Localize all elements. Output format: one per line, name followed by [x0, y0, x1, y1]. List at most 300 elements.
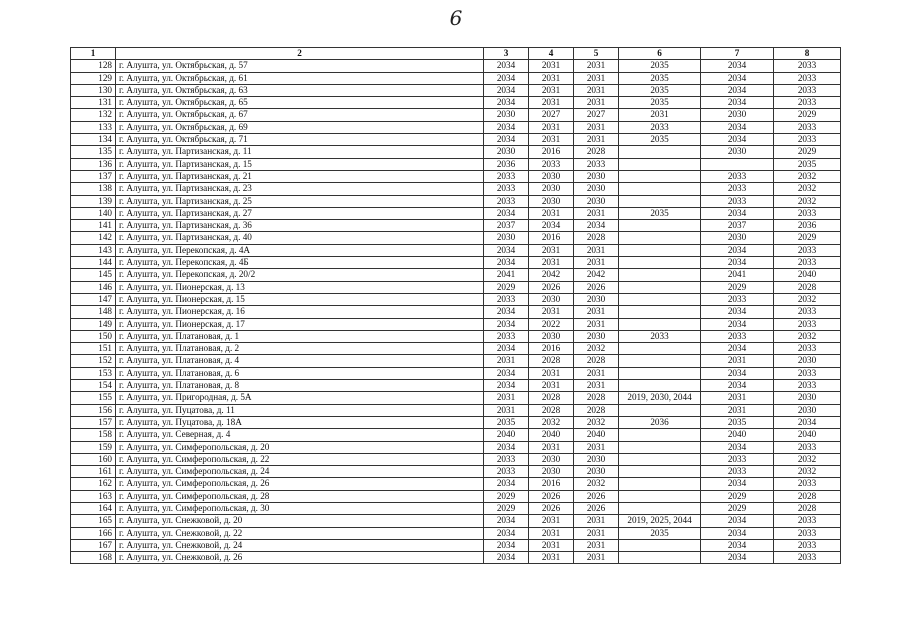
year-cell: 2032	[774, 453, 841, 465]
year-cell: 2033	[774, 478, 841, 490]
table-row	[71, 466, 841, 478]
year-cell: 2041	[701, 269, 774, 281]
table-row	[71, 84, 841, 96]
years-cell	[619, 552, 701, 564]
row-number-cell: 149	[71, 318, 116, 330]
row-number-cell: 158	[71, 429, 116, 441]
table-row	[71, 195, 841, 207]
year-cell: 2030	[574, 466, 619, 478]
year-cell: 2028	[774, 490, 841, 502]
year-cell: 2030	[574, 330, 619, 342]
years-cell	[619, 404, 701, 416]
row-number-cell: 167	[71, 539, 116, 551]
years-cell: 2035	[619, 72, 701, 84]
column-header: 7	[701, 48, 774, 60]
year-cell: 2031	[529, 121, 574, 133]
row-number-cell: 130	[71, 84, 116, 96]
years-cell	[619, 367, 701, 379]
table-row	[71, 207, 841, 219]
year-cell: 2029	[484, 281, 529, 293]
address-cell: г. Алушта, ул. Октябрьская, д. 61	[116, 72, 484, 84]
address-cell: г. Алушта, ул. Пионерская, д. 13	[116, 281, 484, 293]
year-cell: 2031	[529, 72, 574, 84]
row-number-cell: 168	[71, 552, 116, 564]
table-row	[71, 404, 841, 416]
year-cell: 2033	[574, 158, 619, 170]
year-cell: 2030	[774, 404, 841, 416]
address-cell: г. Алушта, ул. Октябрьская, д. 67	[116, 109, 484, 121]
year-cell: 2033	[701, 453, 774, 465]
years-cell	[619, 220, 701, 232]
year-cell: 2034	[484, 134, 529, 146]
year-cell: 2033	[774, 515, 841, 527]
year-cell: 2034	[701, 343, 774, 355]
table-row	[71, 355, 841, 367]
row-number-cell: 128	[71, 60, 116, 72]
years-cell	[619, 244, 701, 256]
year-cell: 2033	[484, 183, 529, 195]
year-cell: 2032	[774, 170, 841, 182]
year-cell: 2032	[774, 195, 841, 207]
year-cell: 2029	[701, 281, 774, 293]
years-cell: 2035	[619, 60, 701, 72]
row-number-cell: 135	[71, 146, 116, 158]
year-cell: 2040	[701, 429, 774, 441]
years-cell	[619, 490, 701, 502]
year-cell: 2031	[484, 404, 529, 416]
year-cell: 2033	[774, 121, 841, 133]
year-cell: 2030	[484, 109, 529, 121]
year-cell: 2029	[774, 109, 841, 121]
year-cell: 2030	[701, 109, 774, 121]
table-row	[71, 269, 841, 281]
year-cell: 2027	[529, 109, 574, 121]
row-number-cell: 143	[71, 244, 116, 256]
year-cell: 2033	[774, 306, 841, 318]
address-cell: г. Алушта, ул. Платановая, д. 1	[116, 330, 484, 342]
years-cell	[619, 170, 701, 182]
row-number-cell: 147	[71, 293, 116, 305]
years-cell	[619, 195, 701, 207]
year-cell: 2032	[774, 330, 841, 342]
year-cell: 2030	[529, 453, 574, 465]
address-cell: г. Алушта, ул. Октябрьская, д. 69	[116, 121, 484, 133]
table-row	[71, 293, 841, 305]
year-cell: 2031	[529, 380, 574, 392]
year-cell: 2033	[701, 466, 774, 478]
year-cell: 2032	[774, 466, 841, 478]
years-cell	[619, 478, 701, 490]
year-cell: 2026	[529, 490, 574, 502]
row-number-cell: 137	[71, 170, 116, 182]
year-cell: 2040	[774, 269, 841, 281]
years-cell	[619, 453, 701, 465]
years-cell	[619, 429, 701, 441]
year-cell: 2034	[701, 306, 774, 318]
year-cell: 2031	[701, 392, 774, 404]
row-number-cell: 160	[71, 453, 116, 465]
years-cell	[619, 232, 701, 244]
year-cell: 2034	[701, 207, 774, 219]
year-cell: 2033	[774, 84, 841, 96]
years-cell	[619, 293, 701, 305]
address-cell: г. Алушта, ул. Партизанская, д. 27	[116, 207, 484, 219]
row-number-cell: 157	[71, 416, 116, 428]
column-header: 2	[116, 48, 484, 60]
year-cell: 2022	[529, 318, 574, 330]
table-row	[71, 97, 841, 109]
year-cell: 2034	[484, 478, 529, 490]
year-cell: 2031	[574, 515, 619, 527]
year-cell: 2033	[701, 183, 774, 195]
year-cell: 2040	[529, 429, 574, 441]
year-cell: 2034	[484, 367, 529, 379]
row-number-cell: 154	[71, 380, 116, 392]
year-cell: 2031	[529, 60, 574, 72]
years-cell: 2019, 2030, 2044	[619, 392, 701, 404]
year-cell: 2036	[484, 158, 529, 170]
table-row	[71, 306, 841, 318]
year-cell: 2031	[574, 207, 619, 219]
table-row	[71, 232, 841, 244]
year-cell: 2028	[529, 392, 574, 404]
year-cell: 2033	[774, 97, 841, 109]
year-cell: 2035	[701, 416, 774, 428]
year-cell: 2030	[574, 453, 619, 465]
year-cell: 2032	[774, 293, 841, 305]
year-cell: 2031	[574, 367, 619, 379]
year-cell: 2034	[484, 515, 529, 527]
year-cell: 2030	[529, 183, 574, 195]
column-header: 6	[619, 48, 701, 60]
year-cell: 2034	[484, 257, 529, 269]
years-cell: 2031	[619, 109, 701, 121]
year-cell: 2026	[529, 502, 574, 514]
address-cell: г. Алушта, ул. Перекопская, д. 20/2	[116, 269, 484, 281]
table-row	[71, 552, 841, 564]
year-cell: 2031	[574, 84, 619, 96]
address-cell: г. Алушта, ул. Пионерская, д. 17	[116, 318, 484, 330]
years-cell	[619, 269, 701, 281]
year-cell: 2031	[574, 539, 619, 551]
row-number-cell: 156	[71, 404, 116, 416]
year-cell: 2031	[701, 355, 774, 367]
address-cell: г. Алушта, ул. Платановая, д. 6	[116, 367, 484, 379]
table-body	[71, 60, 841, 564]
address-cell: г. Алушта, ул. Снежковой, д. 22	[116, 527, 484, 539]
year-cell: 2034	[701, 244, 774, 256]
address-cell: г. Алушта, ул. Платановая, д. 8	[116, 380, 484, 392]
row-number-cell: 144	[71, 257, 116, 269]
year-cell: 2033	[701, 170, 774, 182]
table-row	[71, 318, 841, 330]
housing-schedule-table	[70, 47, 841, 564]
year-cell: 2028	[574, 146, 619, 158]
column-header: 3	[484, 48, 529, 60]
row-number-cell: 152	[71, 355, 116, 367]
year-cell: 2034	[484, 343, 529, 355]
column-header: 5	[574, 48, 619, 60]
year-cell: 2033	[484, 195, 529, 207]
address-cell: г. Алушта, ул. Партизанская, д. 36	[116, 220, 484, 232]
year-cell: 2033	[774, 257, 841, 269]
address-cell: г. Алушта, ул. Снежковой, д. 20	[116, 515, 484, 527]
year-cell: 2034	[701, 441, 774, 453]
year-cell: 2030	[574, 195, 619, 207]
year-cell: 2031	[574, 306, 619, 318]
year-cell: 2034	[484, 527, 529, 539]
year-cell: 2031	[529, 257, 574, 269]
year-cell: 2034	[701, 84, 774, 96]
year-cell: 2016	[529, 478, 574, 490]
year-cell: 2031	[574, 527, 619, 539]
address-cell: г. Алушта, ул. Северная, д. 4	[116, 429, 484, 441]
year-cell: 2031	[701, 404, 774, 416]
years-cell: 2035	[619, 97, 701, 109]
row-number-cell: 142	[71, 232, 116, 244]
year-cell: 2031	[574, 60, 619, 72]
year-cell: 2033	[774, 380, 841, 392]
year-cell: 2031	[484, 392, 529, 404]
table-row	[71, 429, 841, 441]
table-row	[71, 453, 841, 465]
year-cell: 2031	[529, 527, 574, 539]
year-cell: 2033	[774, 441, 841, 453]
table-row	[71, 478, 841, 490]
years-cell	[619, 466, 701, 478]
year-cell: 2034	[701, 97, 774, 109]
address-cell: г. Алушта, ул. Пуцатова, д. 11	[116, 404, 484, 416]
row-number-cell: 153	[71, 367, 116, 379]
address-cell: г. Алушта, ул. Партизанская, д. 15	[116, 158, 484, 170]
year-cell: 2029	[701, 490, 774, 502]
years-cell	[619, 539, 701, 551]
years-cell: 2033	[619, 121, 701, 133]
address-cell: г. Алушта, ул. Октябрьская, д. 71	[116, 134, 484, 146]
address-cell: г. Алушта, ул. Октябрьская, д. 57	[116, 60, 484, 72]
row-number-cell: 155	[71, 392, 116, 404]
years-cell	[619, 306, 701, 318]
year-cell: 2028	[529, 404, 574, 416]
row-number-cell: 134	[71, 134, 116, 146]
row-number-cell: 132	[71, 109, 116, 121]
table-row	[71, 330, 841, 342]
year-cell: 2029	[774, 232, 841, 244]
table-row	[71, 109, 841, 121]
year-cell: 2030	[529, 195, 574, 207]
year-cell: 2033	[774, 134, 841, 146]
year-cell: 2034	[484, 207, 529, 219]
year-cell: 2034	[574, 220, 619, 232]
table-row	[71, 367, 841, 379]
year-cell: 2029	[484, 502, 529, 514]
year-cell: 2034	[701, 318, 774, 330]
year-cell: 2033	[774, 367, 841, 379]
year-cell: 2033	[484, 466, 529, 478]
years-cell: 2019, 2025, 2044	[619, 515, 701, 527]
address-cell: г. Алушта, ул. Платановая, д. 2	[116, 343, 484, 355]
year-cell: 2030	[574, 183, 619, 195]
year-cell: 2033	[701, 293, 774, 305]
year-cell: 2034	[701, 367, 774, 379]
years-cell	[619, 441, 701, 453]
row-number-cell: 150	[71, 330, 116, 342]
year-cell: 2030	[574, 170, 619, 182]
year-cell: 2034	[701, 527, 774, 539]
year-cell: 2034	[701, 539, 774, 551]
year-cell: 2030	[529, 293, 574, 305]
year-cell: 2034	[484, 539, 529, 551]
year-cell: 2032	[774, 183, 841, 195]
years-cell	[619, 343, 701, 355]
row-number-cell: 163	[71, 490, 116, 502]
year-cell: 2031	[574, 257, 619, 269]
year-cell: 2030	[529, 466, 574, 478]
table-row	[71, 380, 841, 392]
year-cell: 2030	[774, 392, 841, 404]
table-row	[71, 257, 841, 269]
years-cell: 2036	[619, 416, 701, 428]
address-cell: г. Алушта, ул. Партизанская, д. 25	[116, 195, 484, 207]
year-cell: 2029	[774, 146, 841, 158]
row-number-cell: 139	[71, 195, 116, 207]
table-row	[71, 490, 841, 502]
table-row	[71, 121, 841, 133]
table-row	[71, 170, 841, 182]
address-cell: г. Алушта, ул. Симферопольская, д. 26	[116, 478, 484, 490]
row-number-cell: 140	[71, 207, 116, 219]
address-cell: г. Алушта, ул. Снежковой, д. 26	[116, 552, 484, 564]
years-cell	[619, 257, 701, 269]
address-cell: г. Алушта, ул. Пригородная, д. 5А	[116, 392, 484, 404]
year-cell: 2033	[701, 330, 774, 342]
year-cell: 2028	[574, 404, 619, 416]
year-cell: 2032	[574, 416, 619, 428]
year-cell: 2031	[529, 441, 574, 453]
year-cell: 2030	[774, 355, 841, 367]
year-cell: 2028	[574, 355, 619, 367]
address-cell: г. Алушта, ул. Симферопольская, д. 20	[116, 441, 484, 453]
year-cell: 2033	[774, 318, 841, 330]
table-row	[71, 392, 841, 404]
year-cell: 2037	[701, 220, 774, 232]
year-cell: 2016	[529, 146, 574, 158]
year-cell: 2034	[484, 306, 529, 318]
year-cell: 2031	[574, 97, 619, 109]
years-cell: 2035	[619, 527, 701, 539]
table-row	[71, 72, 841, 84]
address-cell: г. Алушта, ул. Пионерская, д. 15	[116, 293, 484, 305]
row-number-cell: 138	[71, 183, 116, 195]
years-cell: 2033	[619, 330, 701, 342]
year-cell: 2033	[774, 72, 841, 84]
year-cell: 2030	[529, 330, 574, 342]
year-cell: 2034	[701, 134, 774, 146]
year-cell: 2026	[574, 281, 619, 293]
year-cell: 2034	[701, 380, 774, 392]
year-cell: 2028	[574, 232, 619, 244]
year-cell: 2026	[574, 502, 619, 514]
address-cell: г. Алушта, ул. Симферопольская, д. 24	[116, 466, 484, 478]
table-row	[71, 539, 841, 551]
row-number-cell: 133	[71, 121, 116, 133]
years-cell	[619, 355, 701, 367]
year-cell: 2034	[701, 515, 774, 527]
address-cell: г. Алушта, ул. Октябрьская, д. 63	[116, 84, 484, 96]
year-cell: 2034	[484, 318, 529, 330]
row-number-cell: 151	[71, 343, 116, 355]
row-number-cell: 148	[71, 306, 116, 318]
year-cell: 2033	[774, 527, 841, 539]
year-cell: 2031	[574, 72, 619, 84]
address-cell: г. Алушта, ул. Пуцатова, д. 18А	[116, 416, 484, 428]
row-number-cell: 162	[71, 478, 116, 490]
year-cell: 2041	[484, 269, 529, 281]
table-row	[71, 281, 841, 293]
address-cell: г. Алушта, ул. Октябрьская, д. 65	[116, 97, 484, 109]
year-cell: 2016	[529, 343, 574, 355]
year-cell: 2033	[774, 343, 841, 355]
column-header: 8	[774, 48, 841, 60]
address-cell: г. Алушта, ул. Партизанская, д. 40	[116, 232, 484, 244]
table-row	[71, 515, 841, 527]
table-row	[71, 158, 841, 170]
address-cell: г. Алушта, ул. Пионерская, д. 16	[116, 306, 484, 318]
year-cell: 2030	[484, 232, 529, 244]
row-number-cell: 129	[71, 72, 116, 84]
year-cell: 2034	[484, 441, 529, 453]
year-cell: 2027	[574, 109, 619, 121]
year-cell: 2031	[529, 244, 574, 256]
year-cell: 2029	[701, 502, 774, 514]
year-cell: 2034	[484, 244, 529, 256]
year-cell: 2030	[701, 146, 774, 158]
table-row	[71, 527, 841, 539]
year-cell: 2034	[484, 84, 529, 96]
year-cell: 2031	[529, 539, 574, 551]
year-cell: 2036	[774, 220, 841, 232]
table-row	[71, 146, 841, 158]
year-cell: 2033	[484, 453, 529, 465]
year-cell: 2030	[484, 146, 529, 158]
year-cell: 2033	[529, 158, 574, 170]
year-cell: 2026	[529, 281, 574, 293]
row-number-cell: 136	[71, 158, 116, 170]
year-cell: 2016	[529, 232, 574, 244]
year-cell: 2034	[484, 121, 529, 133]
table-row	[71, 220, 841, 232]
year-cell: 2034	[484, 97, 529, 109]
years-cell	[619, 158, 701, 170]
row-number-cell: 145	[71, 269, 116, 281]
year-cell: 2032	[574, 478, 619, 490]
year-cell: 2035	[774, 158, 841, 170]
column-header: 4	[529, 48, 574, 60]
header-row	[71, 48, 841, 60]
year-cell: 2031	[574, 552, 619, 564]
address-cell: г. Алушта, ул. Платановая, д. 4	[116, 355, 484, 367]
address-cell: г. Алушта, ул. Партизанская, д. 23	[116, 183, 484, 195]
year-cell: 2042	[529, 269, 574, 281]
year-cell: 2034	[529, 220, 574, 232]
year-cell: 2031	[574, 318, 619, 330]
years-cell	[619, 146, 701, 158]
table-row	[71, 183, 841, 195]
year-cell: 2040	[574, 429, 619, 441]
year-cell: 2033	[774, 539, 841, 551]
year-cell: 2031	[529, 134, 574, 146]
year-cell: 2033	[774, 244, 841, 256]
